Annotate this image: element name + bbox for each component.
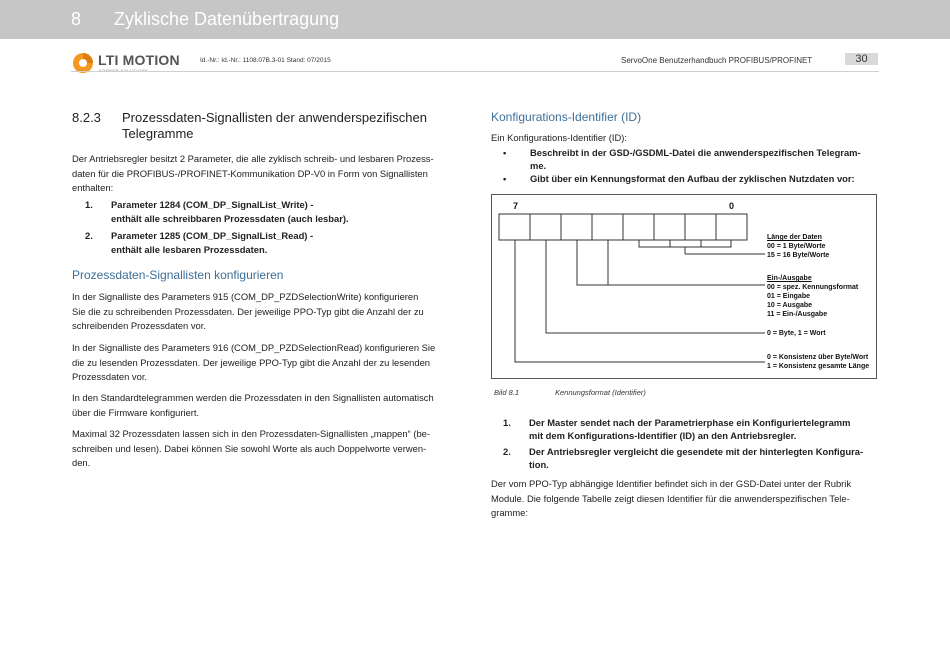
figure-caption-number: Bild 8.1 [494, 388, 520, 397]
subheading-configure: Prozessdaten-Signallisten konfigurieren [72, 268, 284, 282]
identifier-intro: Ein Konfigurations-Identifier (ID): [491, 132, 627, 143]
bit-label-low: 0 [729, 201, 735, 211]
length-label: Länge der Daten 00 = 1 Byte/Worte 15 = 16 Byte/Worte [767, 234, 830, 259]
section-number: 8.2.3 [72, 110, 101, 125]
manual-title: ServoOne Benutzerhandbuch PROFIBUS/PROFINET [621, 56, 813, 65]
document-id: Id.-Nr.: Id.-Nr.: 1108.07B.3-01 Stand: 07/2015 [200, 57, 331, 64]
subheading-config-identifier: Konfigurations-Identifier (ID) [491, 110, 642, 124]
paragraph-write-list: In der Signalliste des Parameters 915 (COM_DP_PZDSelectionWrite) konfigurieren Sie die zu schreibenden Prozessdaten. Der jeweilige PPO-Typ gibt die Anzahl der zu schreibenden Prozessdaten vor. [72, 291, 424, 332]
identifier-table-intro: Der vom PPO-Typ abhängige Identifier befindet sich in der GSD-Datei unter der Rubrik Module. Die folgende Tabelle zeigt diesen Identifier für die anwenderspezifischen Tele- gramme: [491, 478, 852, 519]
intro-paragraph: Der Antriebsregler besitzt 2 Parameter, die alle zyklisch schreib- und lesbaren Prozess- daten für die PROFIBUS-/PROFINET-Kommunikation DP-V0 in Form von Signallisten enthalten: [72, 153, 434, 194]
chapter-number: 8 [71, 9, 82, 29]
bit-cell [654, 214, 685, 240]
paragraph-standard-telegrams: In den Standardtelegrammen werden die Prozessdaten in den Signallisten automatisch über die Firmware konfiguriert. [72, 392, 434, 418]
consistency-label: 0 = Konsistenz über Byte/Wort 1 = Konsistenz gesamte Länge [767, 354, 870, 370]
bit-cell [530, 214, 561, 240]
consistency-connector [515, 240, 765, 362]
page-number: 30 [855, 53, 868, 65]
paragraph-mapping: Maximal 32 Prozessdaten lassen sich in den Prozessdaten-Signallisten „mappen“ (be- schreiben und lesen). Dabei können Sie sowohl Worte als auch Doppelworte verwen- den. [72, 428, 430, 469]
bit-cell [499, 214, 530, 240]
bit-label-high: 7 [513, 201, 519, 211]
bit-cell [592, 214, 623, 240]
section-title: Prozessdaten-Signallisten der anwenderspezifischen Telegramme [122, 110, 427, 141]
paragraph-read-list: In der Signalliste des Parameters 916 (COM_DP_PZDSelectionRead) konfigurieren Sie die zu lesenden Prozessdaten. Der jeweilige PPO-Typ gibt die Anzahl der zu lesenden Prozessdaten vor. [72, 342, 436, 383]
figure-caption-text: Kennungsformat (Identifier) [555, 388, 646, 397]
unit-label: 0 = Byte, 1 = Wort [767, 330, 826, 337]
chapter-title: Zyklische Datenübertragung [114, 9, 340, 29]
bit-cell [685, 214, 716, 240]
bit-cell [561, 214, 592, 240]
bit-cell [716, 214, 747, 240]
logo-text: LTI MOTION [98, 52, 180, 68]
io-label: Ein-/Ausgabe 00 = spez. Kennungsformat 01 = Eingabe 10 = Ausgabe 11 = Ein-/Ausgabe [767, 275, 859, 318]
bit-cell [623, 214, 654, 240]
length-bracket [639, 240, 731, 247]
